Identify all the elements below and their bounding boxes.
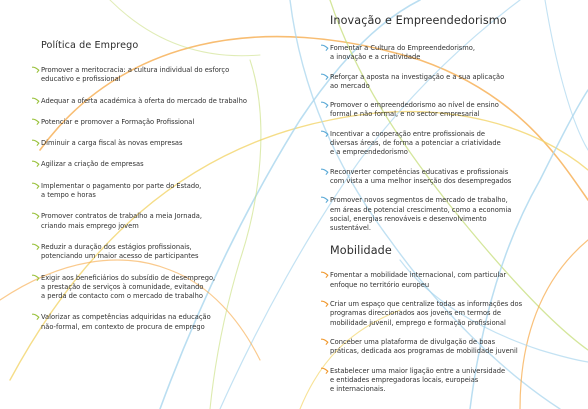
mobility-item	[330, 367, 575, 395]
employment-policy-item-text: Potenciar e promover a Formação Profissional	[41, 117, 195, 126]
innovation-item-text: Promover novos segmentos de mercado de trabalho, em áreas de potencial crescimento, como a economia social, energias renováveis e desenvolvimento sustentável.	[330, 196, 512, 233]
arrow-icon	[321, 73, 329, 82]
employment-policy-item-text: Diminuir a carga fiscal às novas empresas	[41, 139, 183, 148]
mobility-item	[330, 271, 575, 290]
employment-policy-item	[41, 139, 291, 148]
innovation-item	[330, 73, 575, 92]
arrow-icon	[32, 66, 40, 75]
employment-policy-item-text: Promover a meritocracia: a cultura individual do esforço educativo e profissional	[41, 66, 230, 84]
arrow-icon	[321, 101, 329, 110]
innovation-item-text: Reconverter competências educativas e profissionais com vista a uma melhor inserção dos desempregados	[330, 167, 512, 185]
arrow-icon	[321, 300, 329, 309]
arrow-icon	[321, 130, 329, 139]
innovation-item	[330, 130, 575, 158]
mobility-title: Mobilidade	[330, 244, 392, 258]
arrow-icon	[32, 212, 40, 221]
employment-policy-title: Política de Emprego	[41, 40, 139, 51]
employment-policy-item-text: Implementar o pagamento por parte do Estado, a tempo e horas	[41, 181, 202, 200]
innovation-item	[330, 196, 575, 233]
arrow-icon	[32, 274, 40, 283]
employment-policy-item	[41, 243, 291, 262]
innovation-item-text: Fomentar a Cultura do Empreendedorismo, a inovação e a criatividade	[330, 44, 476, 62]
employment-policy-section	[41, 40, 291, 344]
innovation-item-text: Incentivar a cooperação entre profissionais de diversas áreas, de forma a potenciar a criatividade e a empreendedorismo	[330, 129, 501, 157]
arrow-icon	[32, 243, 40, 252]
mobility-item-text: Criar um espaço que centralize todas as informações dos programas direccionados aos jovens em termos de mobilidade juvenil, emprego e formação profissional	[330, 300, 523, 327]
employment-policy-item	[41, 118, 291, 127]
employment-policy-list	[41, 66, 291, 332]
employment-policy-item-text: Agilizar a criação de empresas	[41, 160, 144, 169]
innovation-title: Inovação e Empreendedorismo	[330, 14, 507, 27]
employment-policy-item	[41, 97, 291, 106]
arrow-icon	[32, 313, 40, 322]
mobility-item	[330, 300, 575, 328]
arrow-icon	[32, 160, 40, 169]
arrow-icon	[321, 338, 329, 347]
employment-policy-item	[41, 182, 291, 201]
mobility-item-text: Conceber uma plataforma de divulgação de boas práticas, dedicada aos programas de mobilidade juvenil	[330, 337, 518, 356]
arrow-icon	[321, 168, 329, 177]
employment-policy-item-text: Exigir aos beneficiários do subsídio de desemprego, a prestação de serviços à comunidade, evitando a perda de contacto com o mercado de trabalho	[41, 273, 216, 301]
arrow-icon	[32, 182, 40, 191]
employment-policy-item-text: Reduzir a duração dos estágios profissionais, potenciando um maior acesso de participantes	[41, 242, 199, 261]
right-column	[330, 14, 575, 404]
employment-policy-item	[41, 66, 291, 85]
innovation-list	[330, 44, 575, 233]
arrow-icon	[32, 97, 40, 106]
employment-policy-item-text: Valorizar as competências adquiridas na educação não-formal, em contexto de procura de emprego	[41, 313, 211, 331]
employment-policy-item	[41, 212, 291, 231]
employment-policy-item-text: Promover contratos de trabalho a meia Jornada, criando mais emprego jovem	[41, 212, 203, 230]
innovation-item	[330, 168, 575, 187]
arrow-icon	[321, 196, 329, 205]
arrow-icon	[32, 139, 40, 148]
mobility-item-text: Fomentar a mobilidade internacional, com particular enfoque no território europeu	[330, 271, 507, 289]
arrow-icon	[321, 367, 329, 376]
employment-policy-item	[41, 160, 291, 169]
mobility-item	[330, 338, 575, 357]
employment-policy-item-text: Adequar a oferta académica à oferta do mercado de trabalho	[41, 96, 247, 105]
employment-policy-item	[41, 313, 291, 332]
arrow-icon	[32, 118, 40, 127]
innovation-item	[330, 44, 575, 63]
employment-policy-item	[41, 274, 291, 302]
arrow-icon	[321, 271, 329, 280]
arrow-icon	[321, 44, 329, 53]
mobility-item-text: Estabelecer uma maior ligação entre a universidade e entidades empregadoras locais, europeias e internacionais.	[330, 366, 506, 394]
innovation-item-text: Promover o empreendedorismo ao nível de ensino formal e não formal, e no sector empresarial	[330, 101, 499, 119]
mobility-list	[330, 271, 575, 394]
innovation-item-text: Reforçar a aposta na investigação e a sua aplicação ao mercado	[330, 72, 505, 90]
innovation-item	[330, 101, 575, 120]
